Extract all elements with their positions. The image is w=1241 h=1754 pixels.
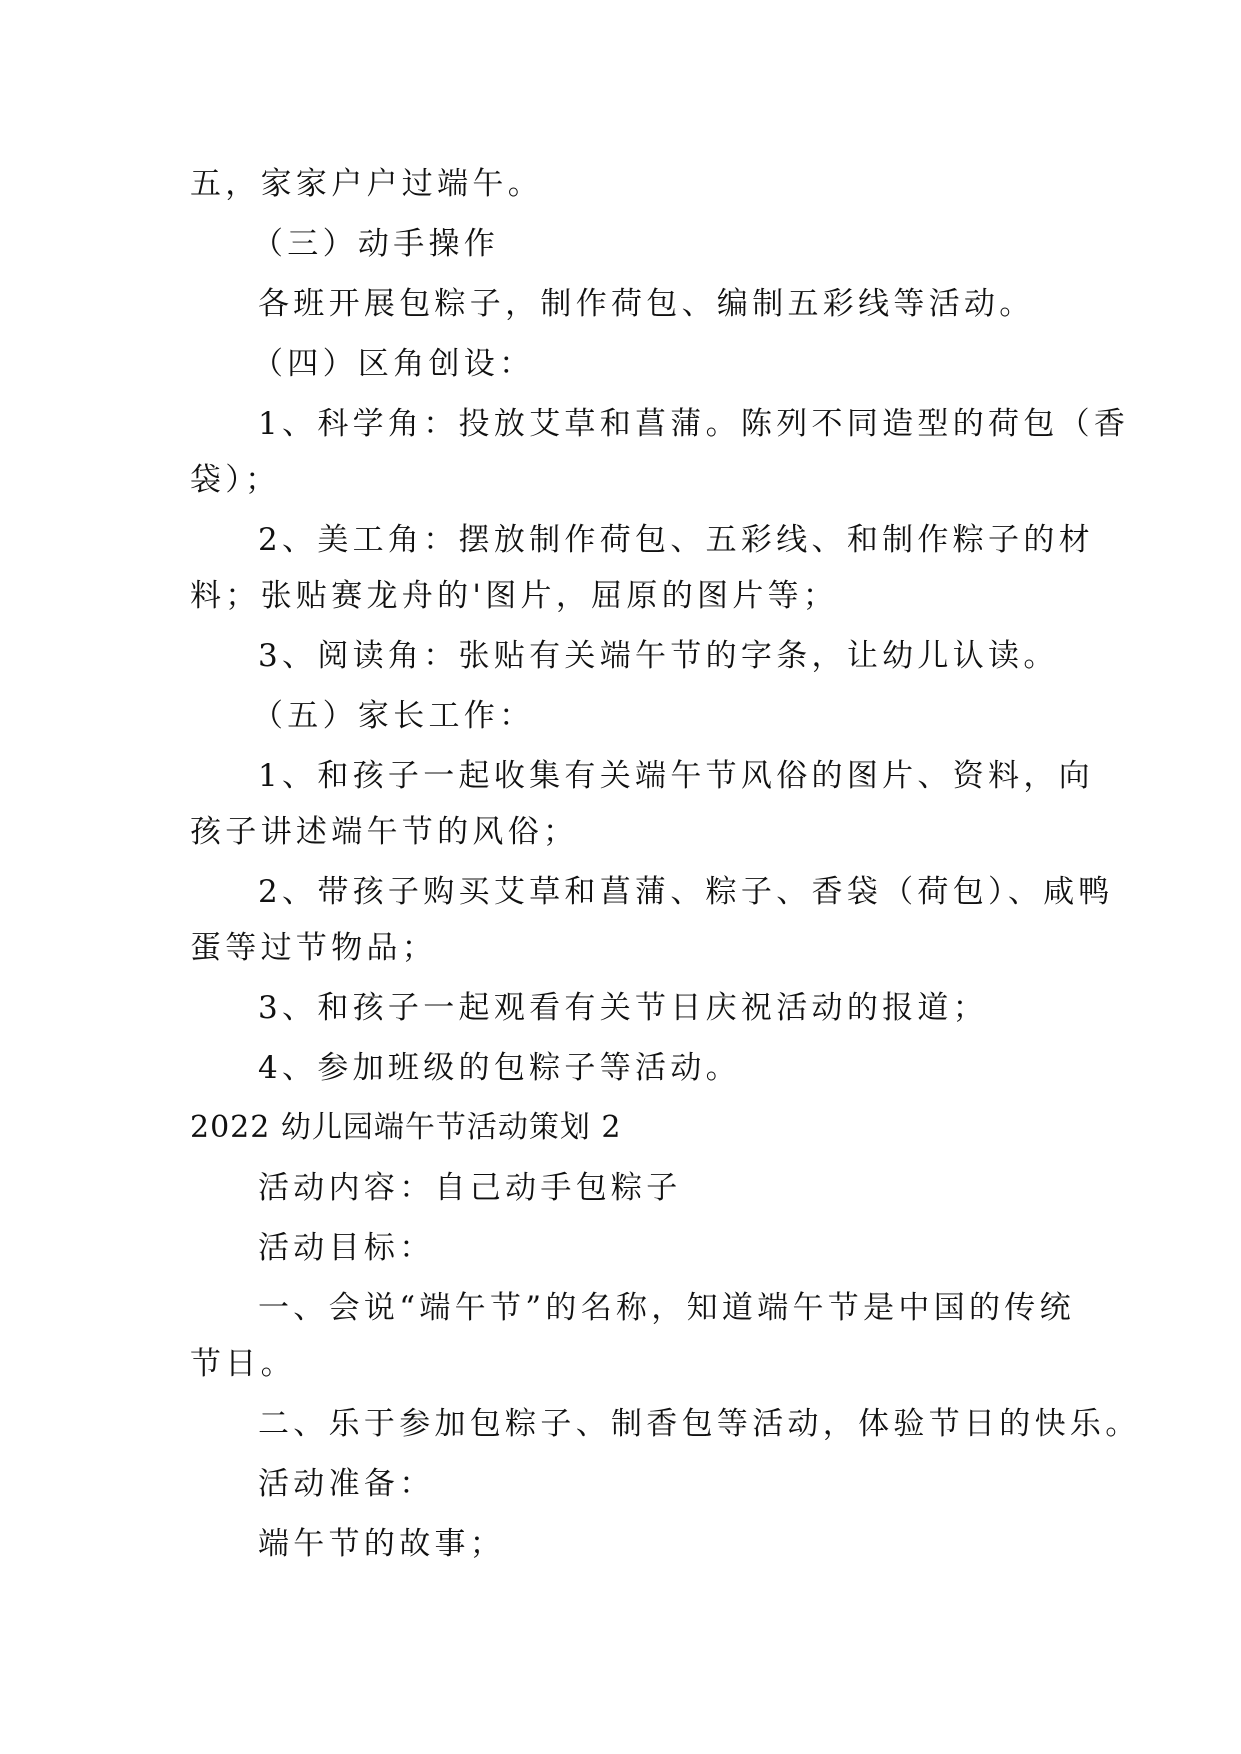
paragraph-line: 二、乐于参加包粽子、制香包等活动，体验节日的快乐。: [258, 1406, 1141, 1442]
paragraph-line: 1、和孩子一起收集有关端午节风俗的图片、资料，向: [258, 758, 1094, 794]
paragraph-line: 活动准备：: [258, 1466, 435, 1502]
paragraph-line: 各班开展包粽子，制作荷包、编制五彩线等活动。: [258, 286, 1035, 322]
paragraph-line: 3、阅读角：张贴有关端午节的字条，让幼儿认读。: [258, 638, 1059, 674]
paragraph-line: 4、参加班级的包粽子等活动。: [258, 1050, 741, 1086]
paragraph-line: 3、和孩子一起观看有关节日庆祝活动的报道；: [258, 990, 989, 1026]
paragraph-line: 孩子讲述端午节的风俗；: [190, 814, 579, 850]
paragraph-line: 一、会说“端午节”的名称，知道端午节是中国的传统: [258, 1290, 1075, 1326]
paragraph-line: 蛋等过节物品；: [190, 930, 438, 966]
paragraph-line: 五，家家户户过端午。: [190, 166, 543, 202]
paragraph-line: 袋）；: [190, 462, 281, 498]
section-heading: （三）动手操作: [252, 226, 500, 262]
paragraph-line: 1、科学角：投放艾草和菖蒲。陈列不同造型的荷包（香: [258, 406, 1130, 442]
paragraph-line: 端午节的故事；: [258, 1526, 506, 1562]
document-heading: 2022 幼儿园端午节活动策划 2: [190, 1110, 622, 1145]
paragraph-line: 活动目标：: [258, 1230, 435, 1266]
section-heading: （五）家长工作：: [252, 698, 535, 734]
paragraph-line: 料；张贴赛龙舟的'图片，屈原的图片等；: [190, 578, 839, 614]
paragraph-line: 活动内容：自己动手包粽子: [258, 1170, 682, 1206]
paragraph-line: 节日。: [190, 1346, 296, 1382]
paragraph-line: 2、美工角：摆放制作荷包、五彩线、和制作粽子的材: [258, 522, 1094, 558]
section-heading: （四）区角创设：: [252, 346, 535, 382]
paragraph-line: 2、带孩子购买艾草和菖蒲、粽子、香袋（荷包）、咸鸭: [258, 874, 1114, 910]
